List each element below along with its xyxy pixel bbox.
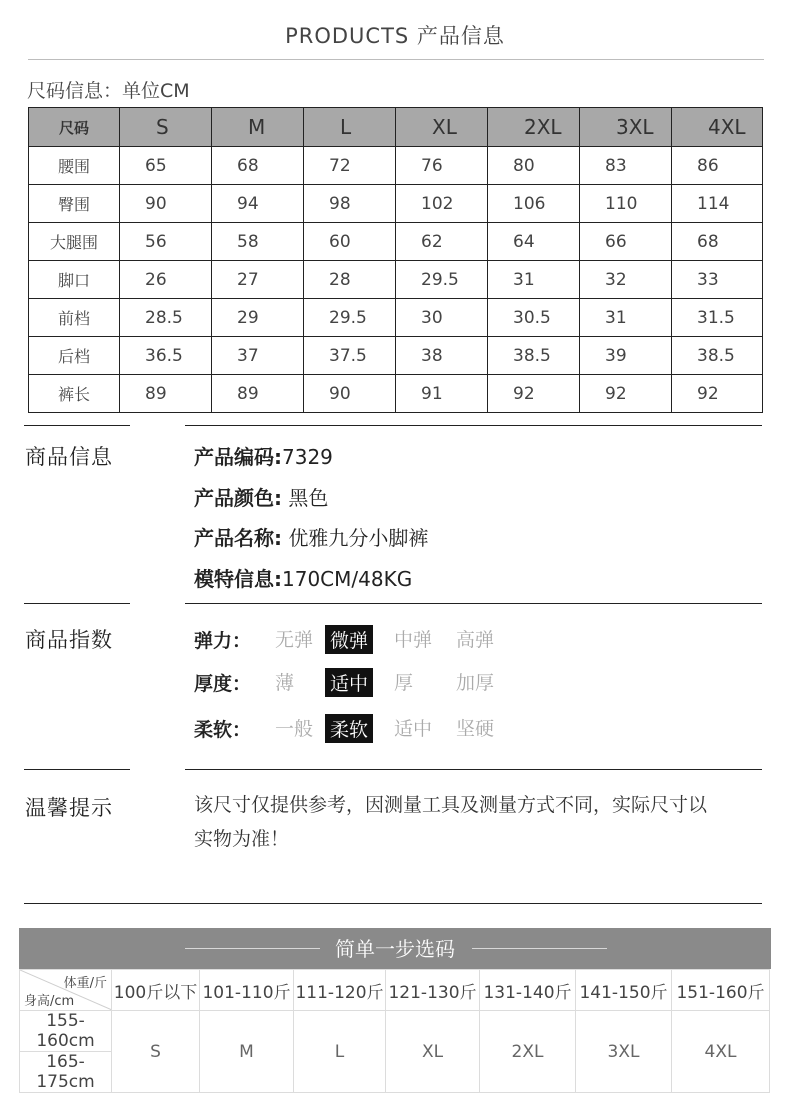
measurement-label: 后档 bbox=[29, 337, 120, 375]
section-divider-right bbox=[185, 769, 762, 770]
size-table-row bbox=[29, 185, 763, 223]
index-option: 薄 bbox=[275, 672, 295, 694]
product-info-key: 模特信息: bbox=[194, 567, 282, 591]
measurement-value: 86 bbox=[672, 147, 763, 185]
measurement-value: 94 bbox=[212, 185, 304, 223]
weight-range: 141-150斤 bbox=[576, 970, 672, 1011]
section-divider-right bbox=[185, 603, 762, 604]
index-option: 一般 bbox=[275, 718, 314, 740]
size-recommendation: S bbox=[112, 1011, 200, 1093]
size-guide-table bbox=[19, 969, 770, 1093]
index-option-selected: 柔软 bbox=[325, 714, 373, 743]
measurement-value: 106 bbox=[488, 185, 580, 223]
measurement-value: 38.5 bbox=[488, 337, 580, 375]
measurement-value: 37 bbox=[212, 337, 304, 375]
index-option-selected: 微弹 bbox=[325, 625, 373, 654]
measurement-value: 38.5 bbox=[672, 337, 763, 375]
section-divider-left bbox=[24, 769, 130, 770]
size-column-header: XL bbox=[396, 108, 488, 147]
measurement-label: 腰围 bbox=[29, 147, 120, 185]
product-info-label: 商品信息 bbox=[25, 445, 113, 469]
product-info-value: 优雅九分小脚裤 bbox=[282, 526, 429, 550]
notice-text-line-2: 实物为准！ bbox=[194, 828, 290, 850]
measurement-value: 39 bbox=[580, 337, 672, 375]
measurement-value: 28.5 bbox=[120, 299, 212, 337]
measurement-value: 98 bbox=[304, 185, 396, 223]
product-info-key: 产品编码: bbox=[194, 445, 282, 469]
measurement-value: 68 bbox=[212, 147, 304, 185]
header-divider bbox=[28, 59, 764, 60]
measurement-value: 58 bbox=[212, 223, 304, 261]
size-column-header: 3XL bbox=[580, 108, 672, 147]
measurement-value: 91 bbox=[396, 375, 488, 413]
measurement-value: 76 bbox=[396, 147, 488, 185]
index-option: 无弹 bbox=[275, 629, 314, 651]
measurement-label: 前档 bbox=[29, 299, 120, 337]
measurement-value: 36.5 bbox=[120, 337, 212, 375]
measurement-label: 臀围 bbox=[29, 185, 120, 223]
product-index-label: 商品指数 bbox=[25, 628, 113, 652]
measurement-label: 大腿围 bbox=[29, 223, 120, 261]
weight-range: 111-120斤 bbox=[294, 970, 386, 1011]
size-recommendation: 2XL bbox=[480, 1011, 576, 1093]
measurement-value: 56 bbox=[120, 223, 212, 261]
size-column-header: 4XL bbox=[672, 108, 763, 147]
product-info-line bbox=[194, 563, 412, 592]
size-recommendation: 4XL bbox=[672, 1011, 770, 1093]
measurement-value: 30.5 bbox=[488, 299, 580, 337]
measurement-value: 33 bbox=[672, 261, 763, 299]
size-guide-corner bbox=[20, 970, 112, 1011]
product-info-value: 黑色 bbox=[282, 486, 329, 510]
height-range: 155-160cm bbox=[20, 1011, 112, 1052]
measurement-value: 89 bbox=[212, 375, 304, 413]
product-info-line bbox=[194, 522, 428, 551]
index-option: 高弹 bbox=[456, 629, 495, 651]
bottom-divider bbox=[24, 903, 762, 904]
measurement-value: 92 bbox=[672, 375, 763, 413]
measurement-value: 31.5 bbox=[672, 299, 763, 337]
measurement-value: 68 bbox=[672, 223, 763, 261]
measurement-value: 89 bbox=[120, 375, 212, 413]
measurement-value: 31 bbox=[580, 299, 672, 337]
measurement-value: 92 bbox=[488, 375, 580, 413]
measurement-value: 83 bbox=[580, 147, 672, 185]
size-column-header: 2XL bbox=[488, 108, 580, 147]
size-table-row bbox=[29, 337, 763, 375]
size-table-row bbox=[29, 299, 763, 337]
measurement-value: 102 bbox=[396, 185, 488, 223]
measurement-value: 29 bbox=[212, 299, 304, 337]
section-divider-left bbox=[24, 603, 130, 604]
height-axis-label: 身高/cm bbox=[24, 994, 75, 1009]
notice-text-line-1: 该尺寸仅提供参考，因测量工具及测量方式不同，实际尺寸以 bbox=[194, 794, 708, 816]
measurement-value: 26 bbox=[120, 261, 212, 299]
weight-range: 101-110斤 bbox=[200, 970, 294, 1011]
page-title: PRODUCTS 产品信息 bbox=[285, 24, 505, 48]
weight-axis-label: 体重/斤 bbox=[63, 976, 107, 991]
measurement-value: 64 bbox=[488, 223, 580, 261]
size-table-row bbox=[29, 261, 763, 299]
section-divider-left bbox=[24, 425, 130, 426]
measurement-value: 29.5 bbox=[304, 299, 396, 337]
measurement-value: 37.5 bbox=[304, 337, 396, 375]
measurement-value: 80 bbox=[488, 147, 580, 185]
weight-range: 151-160斤 bbox=[672, 970, 770, 1011]
measurement-value: 29.5 bbox=[396, 261, 488, 299]
measurement-value: 65 bbox=[120, 147, 212, 185]
product-info-value: 170CM/48KG bbox=[282, 567, 413, 591]
measurement-value: 32 bbox=[580, 261, 672, 299]
index-option: 厚 bbox=[394, 672, 414, 694]
index-row-label: 厚度： bbox=[194, 673, 252, 695]
index-option: 适中 bbox=[394, 718, 433, 740]
measurement-value: 30 bbox=[396, 299, 488, 337]
size-table bbox=[28, 107, 763, 413]
product-info-line bbox=[194, 482, 328, 511]
index-option: 加厚 bbox=[456, 672, 495, 694]
section-divider-right bbox=[185, 425, 762, 426]
size-table-row bbox=[29, 375, 763, 413]
measurement-value: 72 bbox=[304, 147, 396, 185]
measurement-value: 28 bbox=[304, 261, 396, 299]
size-table-row bbox=[29, 223, 763, 261]
measurement-value: 90 bbox=[120, 185, 212, 223]
size-column-header: M bbox=[212, 108, 304, 147]
measurement-value: 62 bbox=[396, 223, 488, 261]
size-table-corner: 尺码 bbox=[29, 108, 120, 147]
measurement-value: 90 bbox=[304, 375, 396, 413]
measurement-value: 110 bbox=[580, 185, 672, 223]
measurement-label: 脚口 bbox=[29, 261, 120, 299]
index-option-selected: 适中 bbox=[325, 668, 373, 697]
product-info-value: 7329 bbox=[282, 445, 333, 469]
measurement-value: 92 bbox=[580, 375, 672, 413]
measurement-value: 66 bbox=[580, 223, 672, 261]
index-option: 坚硬 bbox=[456, 718, 495, 740]
product-info-key: 产品名称: bbox=[194, 526, 282, 550]
size-column-header: L bbox=[304, 108, 396, 147]
notice-label: 温馨提示 bbox=[25, 796, 113, 820]
measurement-value: 27 bbox=[212, 261, 304, 299]
measurement-value: 31 bbox=[488, 261, 580, 299]
index-row-label: 弹力： bbox=[194, 630, 252, 652]
product-info-key: 产品颜色: bbox=[194, 486, 282, 510]
size-guide-title: 简单一步选码 bbox=[335, 937, 455, 961]
weight-range: 121-130斤 bbox=[386, 970, 480, 1011]
size-column-header: S bbox=[120, 108, 212, 147]
size-recommendation: L bbox=[294, 1011, 386, 1093]
measurement-label: 裤长 bbox=[29, 375, 120, 413]
size-caption: 尺码信息：单位CM bbox=[27, 80, 190, 102]
size-recommendation: XL bbox=[386, 1011, 480, 1093]
weight-range: 100斤以下 bbox=[112, 970, 200, 1011]
index-option: 中弹 bbox=[394, 629, 433, 651]
measurement-value: 60 bbox=[304, 223, 396, 261]
size-table-row bbox=[29, 147, 763, 185]
size-recommendation: M bbox=[200, 1011, 294, 1093]
height-range: 165-175cm bbox=[20, 1052, 112, 1093]
size-recommendation: 3XL bbox=[576, 1011, 672, 1093]
weight-range: 131-140斤 bbox=[480, 970, 576, 1011]
measurement-value: 114 bbox=[672, 185, 763, 223]
index-row-label: 柔软： bbox=[194, 719, 252, 741]
measurement-value: 38 bbox=[396, 337, 488, 375]
product-info-line bbox=[194, 441, 333, 470]
